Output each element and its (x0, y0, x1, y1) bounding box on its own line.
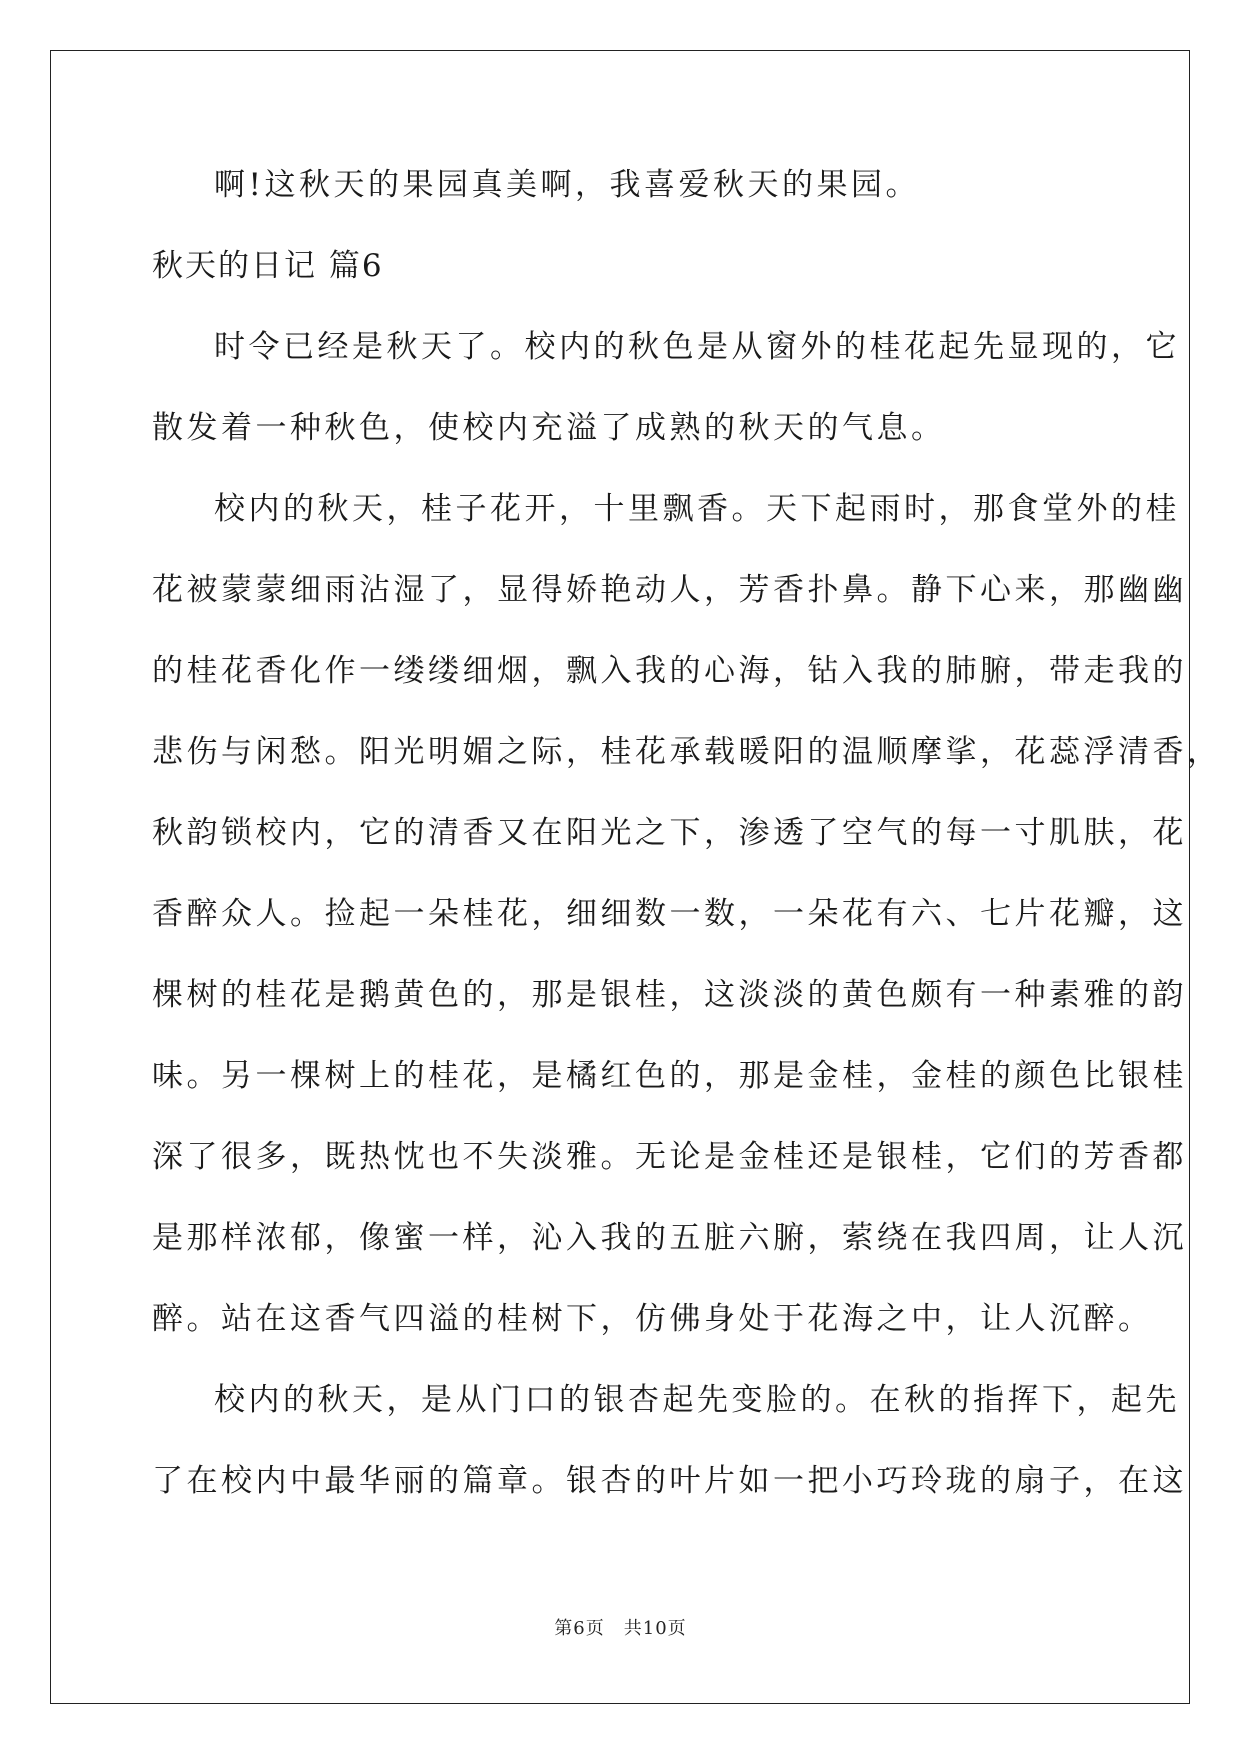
paragraph-line: 了在校内中最华丽的篇章。银杏的叶片如一把小巧玲珑的扇子，在这 (152, 1463, 1187, 1499)
paragraph-line: 味。另一棵树上的桂花，是橘红色的，那是金桂，金桂的颜色比银桂 (152, 1058, 1187, 1094)
paragraph-line: 时令已经是秋天了。校内的秋色是从窗外的桂花起先显现的，它 (214, 329, 1180, 365)
paragraph-line: 是那样浓郁，像蜜一样，沁入我的五脏六腑，萦绕在我四周，让人沉 (152, 1220, 1187, 1256)
paragraph-line: 香醉众人。捡起一朵桂花，细细数一数，一朵花有六、七片花瓣，这 (152, 896, 1187, 932)
paragraph-line: 秋韵锁校内，它的清香又在阳光之下，渗透了空气的每一寸肌肤，花 (152, 815, 1187, 851)
document-body (152, 165, 1222, 1542)
paragraph-line: 醉。站在这香气四溢的桂树下，仿佛身处于花海之中，让人沉醉。 (152, 1301, 1153, 1337)
paragraph-line: 花被蒙蒙细雨沾湿了，显得娇艳动人，芳香扑鼻。静下心来，那幽幽 (152, 572, 1187, 608)
paragraph-line: 校内的秋天，桂子花开，十里飘香。天下起雨时，那食堂外的桂 (214, 491, 1180, 527)
section-heading: 秋天的日记 篇6 (152, 248, 384, 284)
paragraph-line: 散发着一种秋色，使校内充溢了成熟的秋天的气息。 (152, 410, 946, 446)
page-footer: 第6页 共10页 (554, 1618, 687, 1639)
paragraph-line: 的桂花香化作一缕缕细烟，飘入我的心海，钻入我的肺腑，带走我的 (152, 653, 1187, 689)
paragraph-line: 啊!这秋天的果园真美啊，我喜爱秋天的果园。 (214, 167, 920, 203)
paragraph-line: 棵树的桂花是鹅黄色的，那是银桂，这淡淡的黄色颇有一种素雅的韵 (152, 977, 1187, 1013)
paragraph-line: 悲伤与闲愁。阳光明媚之际，桂花承载暖阳的温顺摩挲，花蕊浮清香， (152, 734, 1222, 770)
paragraph-line: 校内的秋天，是从门口的银杏起先变脸的。在秋的指挥下，起先 (214, 1382, 1180, 1418)
paragraph-line: 深了很多，既热忱也不失淡雅。无论是金桂还是银桂，它们的芳香都 (152, 1139, 1187, 1175)
